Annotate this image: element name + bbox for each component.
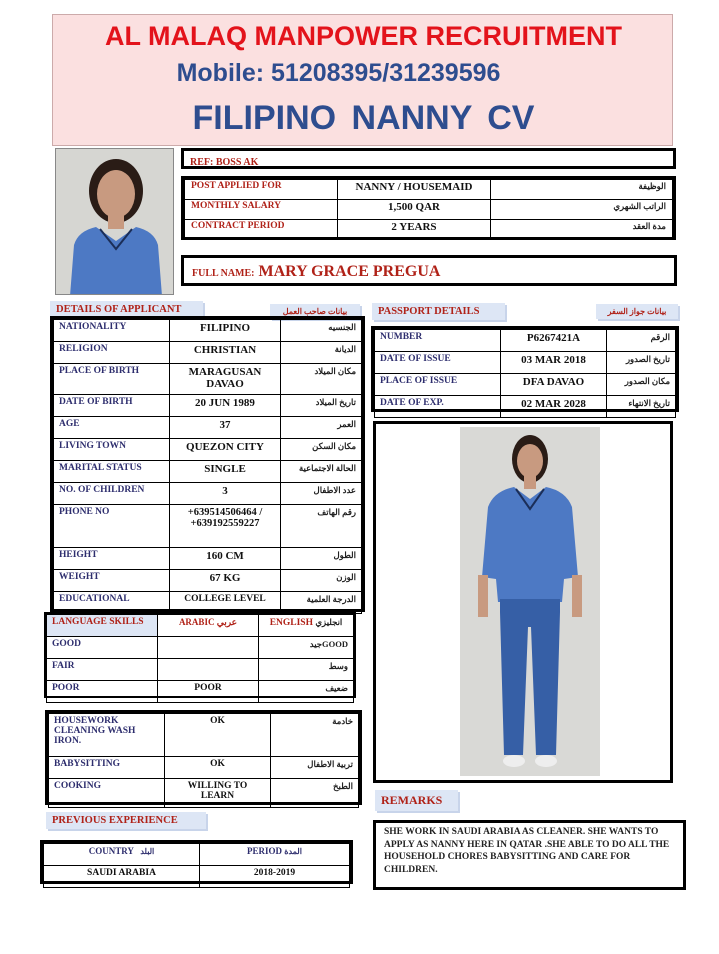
detail-value: SINGLE (170, 461, 281, 483)
passport-label: DATE OF EXP. (375, 396, 501, 418)
passport-table (374, 329, 676, 418)
detail-value: +639514506464 / +639192559227 (170, 505, 281, 548)
salary-label-ar: الراتب الشهري (491, 200, 673, 220)
detail-label-ar: الوزن (281, 570, 362, 592)
table-row (54, 548, 362, 570)
detail-label: NATIONALITY (54, 320, 170, 342)
experience-period-header (200, 844, 350, 866)
passport-label-ar: الرقم (607, 330, 676, 352)
language-table (46, 614, 354, 703)
detail-label: EDUCATIONAL (54, 592, 170, 614)
post-value: NANNY / HOUSEMAID (338, 180, 491, 200)
passport-label: NUMBER (375, 330, 501, 352)
table-row (44, 866, 350, 888)
detail-label-ar: الحالة الاجتماعية (281, 461, 362, 483)
details-table (53, 319, 362, 614)
language-arabic-value (158, 659, 259, 681)
skill-value: WILLING TO LEARN (165, 779, 271, 808)
cv-title: FILIPINO NANNY CV (192, 99, 535, 137)
skills-table (48, 713, 359, 808)
detail-label-ar: مكان الميلاد (281, 364, 362, 395)
full-body-photo (460, 427, 600, 776)
table-row (375, 396, 676, 418)
contract-value: 2 YEARS (338, 220, 491, 240)
experience-table-frame (40, 840, 353, 884)
experience-period-label: PERIOD (247, 846, 283, 856)
post-label: POST APPLIED FOR (185, 180, 338, 200)
table-row (54, 592, 362, 614)
language-level-label: POOR (47, 681, 158, 703)
detail-label: PLACE OF BIRTH (54, 364, 170, 395)
skill-label-ar: الطبخ (271, 779, 359, 808)
detail-value: COLLEGE LEVEL (170, 592, 281, 614)
table-row (54, 395, 362, 417)
table-row (47, 637, 354, 659)
language-table-frame (44, 612, 356, 698)
skill-label: BABYSITTING (49, 757, 165, 779)
passport-label: DATE OF ISSUE (375, 352, 501, 374)
passport-label: PLACE OF ISSUE (375, 374, 501, 396)
table-row (44, 844, 350, 866)
passport-section-tag: PASSPORT DETAILS (372, 303, 505, 320)
detail-label-ar: العمر (281, 417, 362, 439)
table-row (54, 483, 362, 505)
table-row (47, 681, 354, 703)
language-tag: LANGUAGE SKILLS (47, 615, 158, 637)
remarks-box (373, 820, 686, 890)
detail-label-ar: تاريخ الميلاد (281, 395, 362, 417)
passport-value: 03 MAR 2018 (501, 352, 607, 374)
detail-value: 160 CM (170, 548, 281, 570)
detail-label: WEIGHT (54, 570, 170, 592)
table-row (375, 352, 676, 374)
passport-value: 02 MAR 2028 (501, 396, 607, 418)
passport-value: P6267421A (501, 330, 607, 352)
contract-label-ar: مدة العقد (491, 220, 673, 240)
detail-label-ar: الطول (281, 548, 362, 570)
passport-label-ar: تاريخ الصدور (607, 352, 676, 374)
cv-header (52, 14, 673, 146)
table-row (54, 461, 362, 483)
table-row (185, 220, 673, 240)
salary-value: 1,500 QAR (338, 200, 491, 220)
experience-period-value: 2018-2019 (200, 866, 350, 888)
language-english-value: ضعيف (259, 681, 354, 703)
language-english-col-ar: انجليزي (315, 617, 343, 627)
passport-value: DFA DAVAO (501, 374, 607, 396)
table-row (375, 330, 676, 352)
job-table (184, 179, 673, 240)
detail-label: DATE OF BIRTH (54, 395, 170, 417)
detail-label-ar: الجنسيه (281, 320, 362, 342)
detail-label-ar: الدرجة العلمية (281, 592, 362, 614)
table-row (54, 320, 362, 342)
detail-label-ar: مكان السكن (281, 439, 362, 461)
table-row (54, 439, 362, 461)
experience-country-label-ar: البلد (140, 847, 155, 856)
detail-value: QUEZON CITY (170, 439, 281, 461)
skill-value: OK (165, 757, 271, 779)
table-row (49, 779, 359, 808)
table-row (54, 570, 362, 592)
full-name-box (181, 255, 677, 286)
table-row (54, 417, 362, 439)
language-arabic-value: POOR (158, 681, 259, 703)
table-row (49, 757, 359, 779)
language-english-value: جيدGOOD (259, 637, 354, 659)
language-arabic-col: ARABIC عربي (158, 615, 259, 637)
detail-value: CHRISTIAN (170, 342, 281, 364)
language-english-col-label: ENGLISH (269, 618, 313, 628)
passport-table-frame (371, 326, 679, 412)
detail-value: FILIPINO (170, 320, 281, 342)
skill-label-ar: خادمة (271, 714, 359, 757)
table-row (47, 615, 354, 637)
skill-value: OK (165, 714, 271, 757)
experience-period-label-ar: المدة (284, 847, 302, 856)
details-section-tag-ar: بيانات صاحب العمل (270, 304, 360, 319)
full-body-photo-frame (373, 421, 673, 783)
details-section-tag: DETAILS OF APPLICANT (50, 301, 203, 318)
language-english-col (259, 615, 354, 637)
experience-country-header (44, 844, 200, 866)
experience-table (43, 843, 350, 888)
detail-label-ar: الديانة (281, 342, 362, 364)
table-row (47, 659, 354, 681)
details-table-frame (50, 316, 365, 612)
detail-value: MARAGUSAN DAVAO (170, 364, 281, 395)
detail-label: RELIGION (54, 342, 170, 364)
table-row (185, 200, 673, 220)
skill-label: COOKING (49, 779, 165, 808)
detail-value: 20 JUN 1989 (170, 395, 281, 417)
language-level-label: FAIR (47, 659, 158, 681)
passport-label-ar: مكان الصدور (607, 374, 676, 396)
detail-value: 67 KG (170, 570, 281, 592)
table-row (54, 505, 362, 548)
experience-section-tag: PREVIOUS EXPERIENCE (46, 812, 206, 829)
ref-label: REF: BOSS AK (190, 157, 259, 168)
job-table-frame (181, 176, 676, 240)
table-row (54, 342, 362, 364)
post-label-ar: الوظيفة (491, 180, 673, 200)
detail-label-ar: عدد الاطفال (281, 483, 362, 505)
table-row (185, 180, 673, 200)
experience-country-label: COUNTRY (88, 846, 134, 856)
full-name-label: FULL NAME: (192, 268, 255, 279)
full-name-value: MARY GRACE PREGUA (258, 263, 441, 280)
detail-label: MARITAL STATUS (54, 461, 170, 483)
remarks-text: SHE WORK IN SAUDI ARABIA AS CLEANER. SHE WANTS TO APPLY AS NANNY HERE IN QATAR .SHE ABLE TO DO ALL THE HOUSEHOLD CHORES BABYSITTING AND CARE FOR CHILDREN. (384, 827, 670, 875)
detail-value: 3 (170, 483, 281, 505)
language-level-label: GOOD (47, 637, 158, 659)
detail-label: PHONE NO (54, 505, 170, 548)
skill-label: HOUSEWORK CLEANING WASH IRON. (49, 714, 165, 757)
contract-label: CONTRACT PERIOD (185, 220, 338, 240)
remarks-section-tag: REMARKS (375, 790, 458, 811)
ref-box (181, 148, 676, 169)
passport-section-tag-ar: بيانات جواز السفر (596, 304, 678, 319)
detail-value: 37 (170, 417, 281, 439)
table-row (375, 374, 676, 396)
salary-label: MONTHLY SALARY (185, 200, 338, 220)
table-row (54, 364, 362, 395)
company-mobile: Mobile: 51208395/31239596 (176, 59, 501, 87)
detail-label-ar: رقم الهاتف (281, 505, 362, 548)
portrait-photo (55, 148, 174, 295)
table-row (49, 714, 359, 757)
detail-label: NO. OF CHILDREN (54, 483, 170, 505)
language-english-value: وسط (259, 659, 354, 681)
experience-country-value: SAUDI ARABIA (44, 866, 200, 888)
language-arabic-value (158, 637, 259, 659)
skill-label-ar: تربية الاطفال (271, 757, 359, 779)
company-name: AL MALAQ MANPOWER RECRUITMENT (105, 21, 622, 51)
skills-table-frame (45, 710, 362, 805)
passport-label-ar: تاريخ الانتهاء (607, 396, 676, 418)
detail-label: HEIGHT (54, 548, 170, 570)
detail-label: AGE (54, 417, 170, 439)
detail-label: LIVING TOWN (54, 439, 170, 461)
